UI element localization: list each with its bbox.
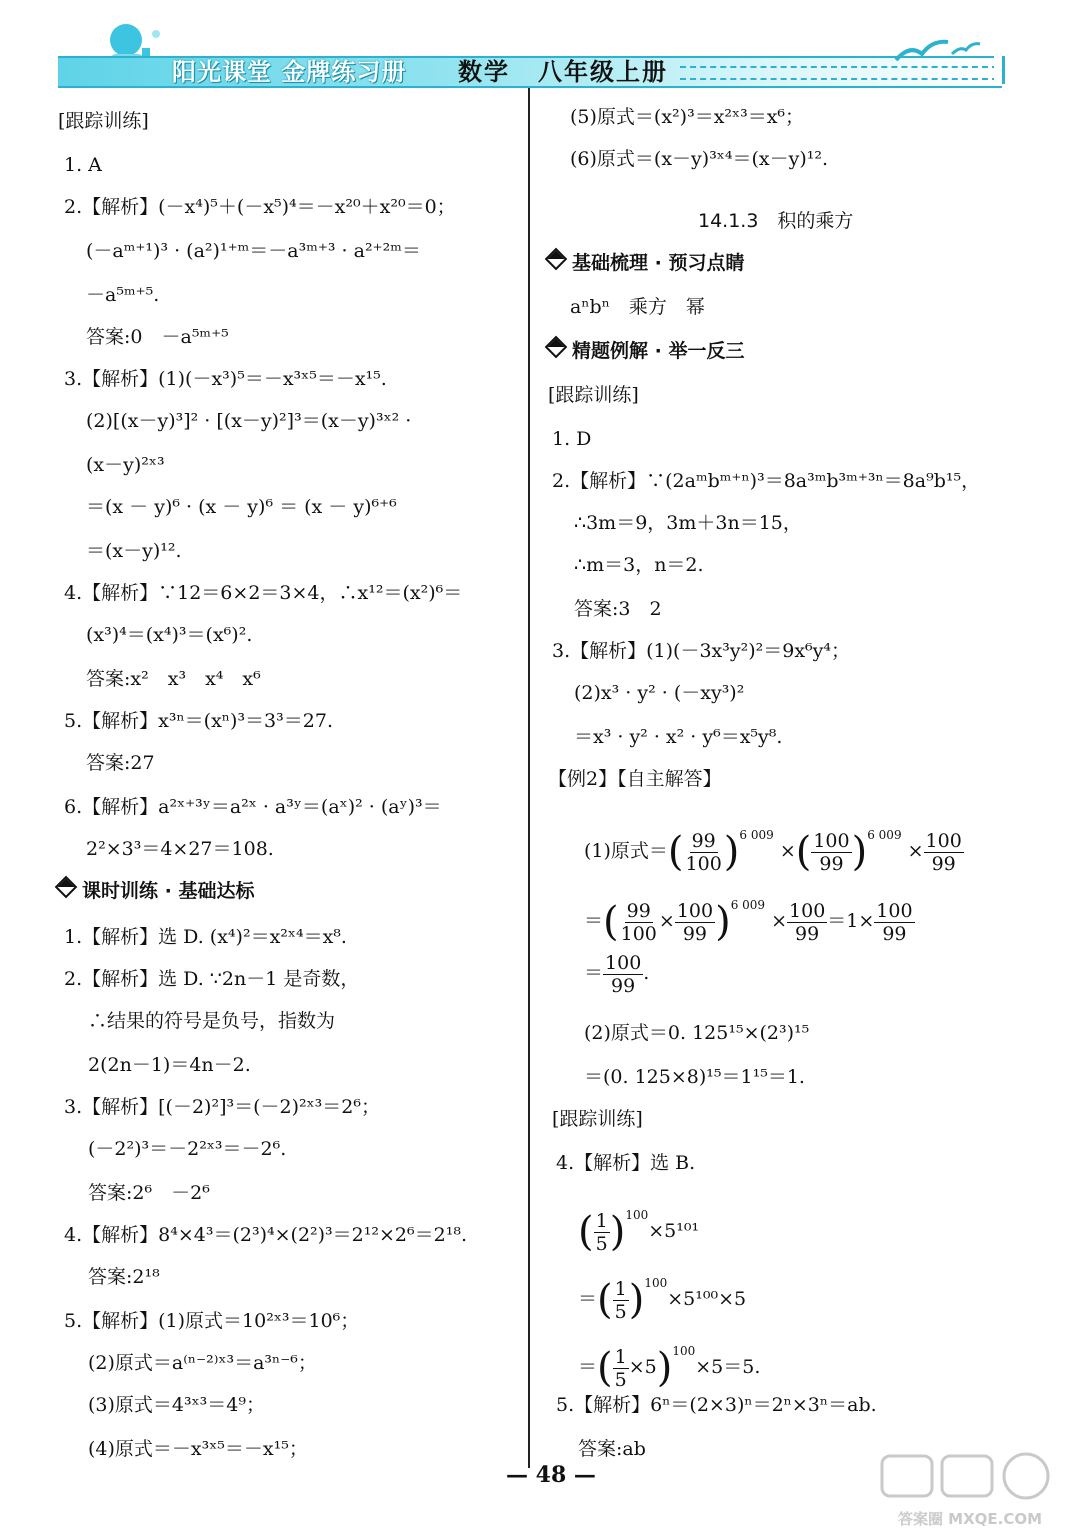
example-2-part-2-line-1: (2)原式＝0. 125¹⁵×(2³)¹⁵ — [584, 1022, 810, 1044]
answer-4-result: 答案:x² x³ x⁴ x⁶ — [86, 668, 261, 690]
fill-blank-answers: aⁿbⁿ 乘方 幂 — [570, 296, 705, 318]
series-logo: 阳光课堂 金牌练习册 — [172, 58, 407, 86]
practice-5-line-3: (3)原式＝4³ˣ³＝4⁹； — [88, 1394, 265, 1416]
practice-4-line-1: 4.【解析】8⁴×4³＝(2³)⁴×(2²)³＝2¹²×2⁶＝2¹⁸. — [64, 1224, 467, 1246]
track-answer-2-line-2: ∴3m＝9，3m＋3n＝15， — [574, 512, 802, 534]
answer-3-line-2: (2)[(x－y)³]² · [(x－y)²]³＝(x－y)³ˣ² · — [86, 410, 412, 432]
track-answer-1: 1. D — [552, 428, 592, 450]
answer-6-line-1: 6.【解析】a²ˣ⁺³ʸ＝a²ˣ · a³ʸ＝(aˣ)² · (aʸ)³＝ — [64, 796, 442, 818]
section-label-tracking-3: [跟踪训练] — [552, 1108, 643, 1130]
fraction: $\frac{100}{99}$ — [676, 899, 714, 945]
answer-2-line-3: －a⁵ᵐ⁺⁵. — [86, 284, 160, 306]
page-number: — 48 — — [506, 1462, 596, 1488]
track-answer-5-line-1: 5.【解析】6ⁿ＝(2×3)ⁿ＝2ⁿ×3ⁿ＝ab. — [556, 1394, 877, 1416]
track-answer-4-line-1: ( $\frac{1}{5}$ )$^{100}$×5¹⁰¹ — [578, 1208, 700, 1255]
track-answer-2-line-3: ∴m＝3，n＝2. — [574, 554, 704, 576]
practice-5-line-6: (6)原式＝(x－y)³ˣ⁴＝(x－y)¹². — [570, 148, 829, 170]
diamond-bullet-icon — [55, 876, 78, 899]
fraction: $\frac{99}{100}$ — [620, 899, 657, 945]
answer-2-result: 答案:0 －a⁵ᵐ⁺⁵ — [86, 326, 229, 348]
practice-5-line-5: (5)原式＝(x²)³＝x²ˣ³＝x⁶； — [570, 106, 805, 128]
section-heading-text: 精题例解 · 举一反三 — [572, 340, 745, 362]
grade-label: 八年级上册 — [538, 58, 668, 86]
section-label-tracking-2: [跟踪训练] — [548, 384, 639, 406]
practice-5-line-4: (4)原式＝－x³ˣ⁵＝－x¹⁵； — [88, 1438, 308, 1460]
practice-5-line-1: 5.【解析】(1)原式＝10²ˣ³＝10⁶； — [64, 1310, 360, 1332]
lesson-title: 14.1.3 积的乘方 — [698, 210, 854, 232]
practice-3-line-2: (－2²)³＝－2²ˣ³＝－2⁶. — [88, 1138, 287, 1160]
header-banner-end — [994, 56, 1005, 84]
track-answer-3-line-2: (2)x³ · y² · (－xy³)² — [574, 682, 745, 704]
answer-2-line-2: (－aᵐ⁺¹)³ · (a²)¹⁺ᵐ＝－a³ᵐ⁺³ · a²⁺²ᵐ＝ — [86, 240, 421, 262]
example-2-line-1: (1)原式＝( $\frac{99}{100}$ )$^{6 009}$ ×( $\frac{100}{99}$ )$^{6 009}$ × $\frac{100}{99}$ — [584, 828, 962, 875]
track-answer-4: 4.【解析】选 B. — [556, 1152, 696, 1174]
example-2-line-3: ＝ $\frac{100}{99}$ . — [584, 951, 650, 997]
practice-1: 1.【解析】选 D. (x⁴)²＝x²ˣ⁴＝x⁸. — [64, 926, 347, 948]
answer-6-line-2: 2²×3³＝4×27＝108. — [86, 838, 274, 860]
track-answer-2-line-1: 2.【解析】∵(2aᵐbᵐ⁺ⁿ)³＝8a³ᵐb³ᵐ⁺³ⁿ＝8a⁹b¹⁵， — [552, 470, 981, 492]
page-header — [0, 0, 1068, 100]
diamond-bullet-icon — [545, 248, 568, 271]
practice-2-line-2: ∴结果的符号是负号，指数为 — [88, 1010, 336, 1032]
example-2-heading: 【例2】【自主解答】 — [548, 768, 722, 790]
practice-4-result: 答案:2¹⁸ — [88, 1266, 160, 1288]
track-answer-4-line-2: ＝( $\frac{1}{5}$ )$^{100}$×5¹⁰⁰×5 — [578, 1276, 747, 1323]
practice-3-result: 答案:2⁶ －2⁶ — [88, 1182, 210, 1204]
answer-2-line-1: 2.【解析】(－x⁴)⁵＋(－x⁵)⁴＝－x²⁰＋x²⁰＝0； — [64, 196, 456, 218]
practice-5-line-2: (2)原式＝a⁽ⁿ⁻²⁾ˣ³＝a³ⁿ⁻⁶； — [88, 1352, 317, 1374]
answer-3-line-4: ＝(x － y)⁶ · (x － y)⁶ ＝ (x － y)⁶⁺⁶ — [86, 496, 397, 518]
answer-5-result: 答案:27 — [86, 752, 155, 774]
fraction: $\frac{1}{5}$ — [614, 1345, 627, 1391]
fraction: $\frac{1}{5}$ — [595, 1209, 608, 1255]
subject-label: 数学 — [458, 58, 510, 86]
answer-3-line-3: (x－y)²ˣ³ — [86, 454, 165, 476]
practice-3-line-1: 3.【解析】[(－2)²]³＝(－2)²ˣ³＝2⁶； — [64, 1096, 381, 1118]
answer-4-line-1: 4.【解析】∵12＝6×2＝3×4，∴x¹²＝(x²)⁶＝ — [64, 582, 463, 604]
answer-4-line-2: (x³)⁴＝(x⁴)³＝(x⁶)². — [86, 624, 253, 646]
section-label-tracking: [跟踪训练] — [58, 110, 149, 132]
section-heading-review — [548, 248, 744, 278]
fraction: $\frac{100}{99}$ — [789, 899, 826, 945]
track-answer-5-result: 答案:ab — [578, 1438, 646, 1460]
section-heading-text: 基础梳理 · 预习点睛 — [572, 252, 745, 274]
practice-2-line-1: 2.【解析】选 D. ∵2n－1 是奇数， — [64, 968, 360, 990]
fraction: $\frac{100}{99}$ — [605, 951, 642, 997]
section-heading-text: 课时训练 · 基础达标 — [82, 880, 255, 902]
watermark-logo — [876, 1452, 1064, 1532]
fraction: $\frac{1}{5}$ — [614, 1277, 627, 1323]
answer-5-line-1: 5.【解析】x³ⁿ＝(xⁿ)³＝3³＝27. — [64, 710, 333, 732]
track-answer-3-line-3: ＝x³ · y² · x² · y⁶＝x⁵y⁸. — [574, 726, 783, 748]
track-answer-2-result: 答案:3 2 — [574, 598, 662, 620]
answer-3-line-5: ＝(x－y)¹². — [86, 540, 182, 562]
diamond-bullet-icon — [545, 336, 568, 359]
fraction: $\frac{99}{100}$ — [685, 829, 722, 875]
column-divider — [528, 88, 530, 1468]
track-answer-3-line-1: 3.【解析】(1)(－3x³y²)²＝9x⁶y⁴； — [552, 640, 851, 662]
track-answer-4-line-3: ＝( $\frac{1}{5}$ ×5)$^{100}$×5＝5. — [578, 1344, 761, 1391]
section-heading-examples — [548, 336, 744, 366]
example-2-line-2: ＝( $\frac{99}{100}$ × $\frac{100}{99}$ )$^{6 009}$ × $\frac{100}{99}$ ＝1× $\frac{100}{99}$ — [584, 898, 913, 945]
answer-1: 1. A — [64, 154, 102, 176]
birds-icon — [892, 30, 992, 70]
fraction: $\frac{100}{99}$ — [876, 899, 913, 945]
answer-3-line-1: 3.【解析】(1)(－x³)⁵＝－x³ˣ⁵＝－x¹⁵. — [64, 368, 387, 390]
svg-text:答案圈 MXQE.COM: 答案圈 MXQE.COM — [897, 1510, 1043, 1528]
fraction: $\frac{100}{99}$ — [813, 829, 850, 875]
practice-2-line-3: 2(2n－1)＝4n－2. — [88, 1054, 251, 1076]
example-2-part-2-line-2: ＝(0. 125×8)¹⁵＝1¹⁵＝1. — [584, 1066, 805, 1088]
fraction: $\frac{100}{99}$ — [925, 829, 962, 875]
section-heading-practice — [58, 876, 254, 906]
